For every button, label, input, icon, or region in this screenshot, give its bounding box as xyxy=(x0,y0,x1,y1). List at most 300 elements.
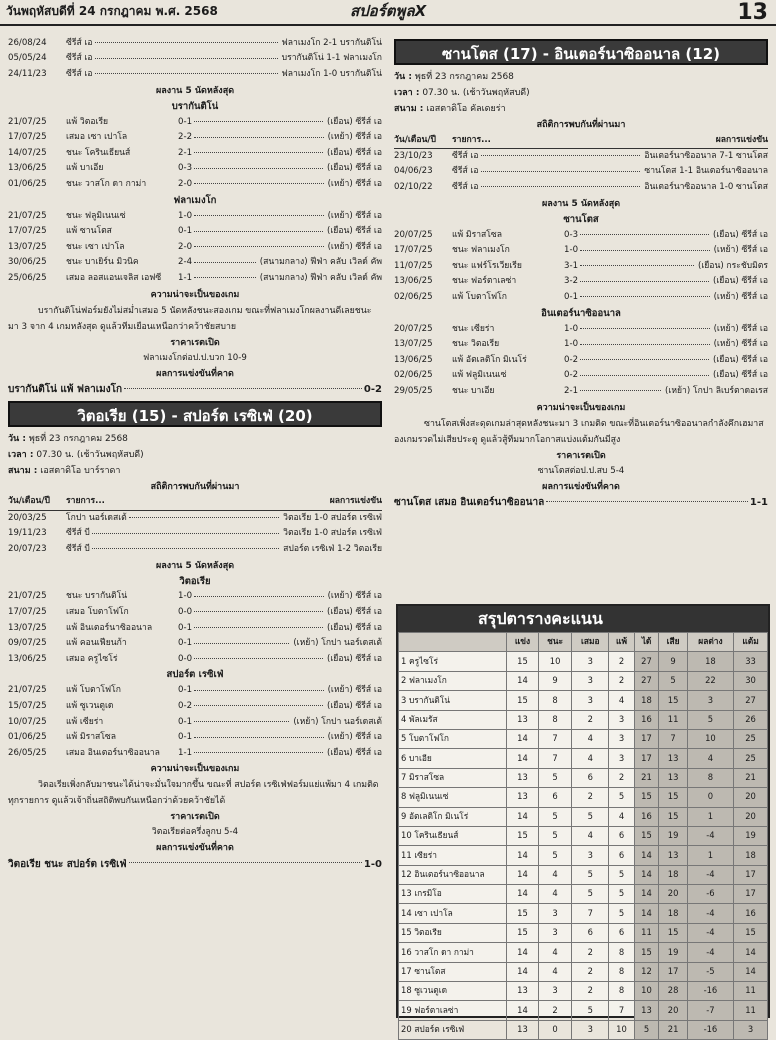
match-competition: (เยือน) ซีรีส์ เอ xyxy=(327,147,382,158)
stat-cell: -4 xyxy=(687,865,733,884)
stat-cell: 13 xyxy=(507,768,539,787)
stat-cell: 15 xyxy=(634,943,659,962)
match-competition: โกปา นอร์เดสเต้ xyxy=(66,512,127,523)
match-competition: (เยือน) ซีรีส์ เอ xyxy=(713,229,768,240)
form-a-list xyxy=(394,228,768,306)
list-item xyxy=(8,115,382,131)
match-opponent: แพ้ โบตาโฟโก xyxy=(66,685,121,696)
stat-cell: 11 xyxy=(734,1001,768,1020)
column-header: เสีย xyxy=(659,633,687,652)
match-score: 0-2 xyxy=(564,370,579,381)
match-date: 17/07/25 xyxy=(8,606,47,617)
match-date: 13/06/25 xyxy=(8,653,47,664)
stat-cell: 4 xyxy=(609,807,634,826)
stat-cell: 14 xyxy=(634,885,659,904)
dot-leader xyxy=(481,186,641,187)
match-date: 20/07/25 xyxy=(394,323,433,334)
left-column xyxy=(8,36,382,872)
stat-cell: 5 xyxy=(659,671,687,690)
match-banner: ซานโตส (17) - อินเตอร์นาซิออนาล (12) xyxy=(394,39,768,65)
list-item xyxy=(8,130,382,146)
stat-cell: 15 xyxy=(734,923,768,942)
match-opponent: ชนะ เซา เปาโล xyxy=(66,241,125,252)
stat-cell: 1 xyxy=(687,846,733,865)
list-item xyxy=(8,730,382,746)
stat-cell: 8 xyxy=(539,710,572,729)
match-opponent: ชนะ วาสโก ดา กาม่า xyxy=(66,179,147,190)
team-name: 13 เกรมิโอ xyxy=(399,885,507,904)
stat-cell: 15 xyxy=(659,807,687,826)
page-header xyxy=(0,0,776,26)
stat-cell: 4 xyxy=(539,943,572,962)
match-result: อินเตอร์นาซิออนาล 1-0 ซานโตส xyxy=(644,182,768,193)
standings-title: สรุปตารางคะแนน xyxy=(398,606,768,632)
list-item xyxy=(8,683,382,699)
table-row xyxy=(399,691,768,710)
stat-cell: 8 xyxy=(539,691,572,710)
match-opponent: แพ้ ซูเวนตูเด xyxy=(66,700,114,711)
stat-cell: 2 xyxy=(539,1001,572,1020)
table-header-row xyxy=(399,633,768,652)
dot-leader xyxy=(194,137,324,138)
match-date: 01/06/25 xyxy=(8,179,47,190)
table-row xyxy=(399,710,768,729)
match-score: 1-0 xyxy=(564,339,579,350)
match-score: 0-3 xyxy=(564,229,579,240)
table-row xyxy=(399,729,768,748)
dot-leader xyxy=(194,705,323,706)
stat-cell: 8 xyxy=(609,962,634,981)
form-title: ผลงาน 5 นัดหลังสุด xyxy=(155,560,235,571)
stat-cell: 26 xyxy=(734,710,768,729)
stat-cell: 18 xyxy=(659,865,687,884)
match-competition: (เยือน) ซีรีส์ เอ xyxy=(327,163,382,174)
match-opponent: เสมอ อินเตอร์นาซิออนาล xyxy=(66,747,160,758)
dot-leader xyxy=(194,721,289,722)
dot-leader xyxy=(92,548,279,549)
match-competition: ซีรีส์ บี xyxy=(66,543,90,554)
stat-cell: 27 xyxy=(734,691,768,710)
odds-value: ฟลาเมงโกต่อป.ป.บวก 10-9 xyxy=(143,352,247,363)
dot-leader xyxy=(194,215,324,216)
stat-cell: 25 xyxy=(734,749,768,768)
stat-cell: 25 xyxy=(734,729,768,748)
prediction-text: บรากันติโน่ แพ้ ฟลาเมงโก xyxy=(8,383,123,395)
match-opponent: ชนะ ฟลาเมงโก xyxy=(452,245,510,256)
predict-title: ผลการแข่งขันที่คาด xyxy=(156,843,234,854)
prediction xyxy=(8,856,382,872)
match-opponent: ชนะ วิตอเรีย xyxy=(452,339,500,350)
list-item xyxy=(8,177,382,193)
stat-cell: 2 xyxy=(572,982,609,1001)
list-item xyxy=(8,542,382,558)
stat-cell: 14 xyxy=(507,885,539,904)
list-item xyxy=(8,605,382,621)
h2h-title: สถิติการพบกันที่ผ่านมา xyxy=(150,481,240,492)
stat-cell: -16 xyxy=(687,982,733,1001)
match-competition: (เหย้า) โกปา ลิเบร์ตาดอเรส xyxy=(665,385,768,396)
stat-cell: 10 xyxy=(634,982,659,1001)
stat-cell: 7 xyxy=(539,729,572,748)
match-score: 1-0 xyxy=(178,591,193,602)
stat-cell: 28 xyxy=(659,982,687,1001)
list-item xyxy=(8,526,382,542)
stat-cell: -7 xyxy=(687,1001,733,1020)
match-score: 0-1 xyxy=(178,685,193,696)
list-item xyxy=(394,228,768,244)
chance-text: วิตอเรียเพิ่งกลับมาชนะได้น่าจะมั่นใจมากขึ้น ขณะที่ สปอร์ต เรซิเฟ่ฟอร์มแย่แพ้มา 4 เกมติดทุกรายการ ดูแล้วเจ้าถิ่นสถิติพบกันเหนือกว่าด้วยคว้าชัยได้ xyxy=(8,780,379,807)
match-date: 02/06/25 xyxy=(394,370,433,381)
stat-cell: 3 xyxy=(539,904,572,923)
stat-cell: 18 xyxy=(634,691,659,710)
list-item xyxy=(394,322,768,338)
match-score: 1-1 xyxy=(178,272,193,283)
stat-cell: 0 xyxy=(539,1020,572,1039)
column-header: ผลต่าง xyxy=(687,633,733,652)
match-score: 0-2 xyxy=(564,354,579,365)
match-score: 3-2 xyxy=(564,276,579,287)
match-date: 17/07/25 xyxy=(394,245,433,256)
team-name: 15 วิตอเรีย xyxy=(399,923,507,942)
stat-cell: 14 xyxy=(734,962,768,981)
match-opponent: ชนะ ฟอร์ตาเลซ่า xyxy=(452,276,517,287)
stat-cell: -4 xyxy=(687,904,733,923)
match-competition: (เหย้า) โกปา นอร์เดสเต้ xyxy=(293,638,382,649)
stat-cell: 7 xyxy=(609,1001,634,1020)
match-date: 13/07/25 xyxy=(8,241,47,252)
stat-cell: 21 xyxy=(659,1020,687,1039)
match-day: วัน : พุธที่ 23 กรกฎาคม 2568 xyxy=(8,433,128,444)
dot-leader xyxy=(194,121,323,122)
h2h-list xyxy=(8,511,382,558)
list-item xyxy=(8,224,382,240)
stat-cell: 5 xyxy=(539,807,572,826)
dot-leader xyxy=(194,277,256,278)
list-item xyxy=(394,275,768,291)
stat-cell: 4 xyxy=(539,885,572,904)
stat-cell: 10 xyxy=(687,729,733,748)
match-competition: ซีรีส์ เอ xyxy=(452,182,479,193)
table-row xyxy=(399,652,768,671)
form-b-list xyxy=(8,683,382,761)
dot-leader xyxy=(194,690,324,691)
match-result: วิตอเรีย 1-0 สปอร์ต เรซิเฟ่ xyxy=(283,528,382,539)
list-item xyxy=(394,353,768,369)
stat-cell: 6 xyxy=(609,826,634,845)
issue-date: วันพฤหัสบดีที่ 24 กรกฎาคม พ.ศ. 2568 xyxy=(6,4,218,18)
column-header: แต้ม xyxy=(734,633,768,652)
stat-cell: 20 xyxy=(659,1001,687,1020)
stat-cell: 5 xyxy=(572,885,609,904)
list-item xyxy=(8,209,382,225)
chance-text: บรากันติโน่ฟอร์มยังไม่สม่ำเสมอ 5 นัดหลังชนะสองเกม ขณะที่ฟลาเมงโกผลงานดีเลยชนะมา 3 จาก 4 เกมหลังสุด ดูแล้วทีมเยือนเหนือกว่าคว้าชัยสบาย xyxy=(8,305,372,332)
match-score: 2-2 xyxy=(178,132,193,143)
match-opponent: เสมอ ครูไซโร่ xyxy=(66,653,118,664)
match-score: 0-1 xyxy=(178,638,193,649)
column-header xyxy=(399,633,507,652)
match-competition: ซีรีส์ เอ xyxy=(66,37,93,48)
match-competition: (เหย้า) ซีรีส์ เอ xyxy=(327,210,382,221)
match-date: 13/06/25 xyxy=(8,163,47,174)
stat-cell: 22 xyxy=(687,671,733,690)
stat-cell: 6 xyxy=(609,923,634,942)
match-competition: (สนามกลาง) ฟีฟ่า คลับ เวิลด์ คัพ xyxy=(259,257,382,268)
team-name: 17 ซานโตส xyxy=(399,962,507,981)
stat-cell: 15 xyxy=(634,826,659,845)
match-date: 23/10/23 xyxy=(394,150,433,161)
chance-text: ซานโตสเพิ่งสะดุดเกมล่าสุดหลังชนะมา 3 เกมติด ขณะที่อินเตอร์นาซิออนาลกำลังคึกเฮมาสองเกมรวดไม่เสียประตู ดูแล้วสู้ทีมมากโอกาสแบ่งแต้มกันมีสูง xyxy=(394,418,764,445)
form-title: ผลงาน 5 นัดหลังสุด xyxy=(541,198,621,209)
stat-cell: 21 xyxy=(634,768,659,787)
dot-leader xyxy=(124,388,362,389)
odds-title: ราคาเรตเปิด xyxy=(170,337,220,348)
form-b-list xyxy=(394,322,768,400)
stat-cell: 6 xyxy=(572,768,609,787)
match-score: 1-1 xyxy=(178,747,193,758)
match-score: 0-1 xyxy=(178,622,193,633)
dot-leader xyxy=(194,246,324,247)
stat-cell: 2 xyxy=(572,710,609,729)
match-date: 10/07/25 xyxy=(8,716,47,727)
stat-cell: 17 xyxy=(634,729,659,748)
stat-cell: 4 xyxy=(572,749,609,768)
table-row xyxy=(399,846,768,865)
dot-leader xyxy=(580,281,709,282)
stat-cell: 9 xyxy=(539,671,572,690)
form-title: ผลงาน 5 นัดหลังสุด xyxy=(155,85,235,96)
h2h-prev-list xyxy=(8,36,382,83)
stat-cell: 2 xyxy=(609,768,634,787)
stat-cell: 11 xyxy=(734,982,768,1001)
match-opponent: แพ้ วิตอเรีย xyxy=(66,116,109,127)
match-competition: ซีรีส์ เอ xyxy=(452,166,479,177)
table-row xyxy=(399,807,768,826)
column-header: เสมอ xyxy=(572,633,609,652)
predict-title: ผลการแข่งขันที่คาด xyxy=(156,368,234,379)
stat-cell: 3 xyxy=(572,1020,609,1039)
stat-cell: 14 xyxy=(507,749,539,768)
match-score: 0-3 xyxy=(178,163,193,174)
table-row xyxy=(399,885,768,904)
match-score: 2-0 xyxy=(178,179,193,190)
stat-cell: 7 xyxy=(572,904,609,923)
dot-leader xyxy=(194,231,323,232)
stat-cell: 5 xyxy=(539,768,572,787)
form-b-list xyxy=(8,209,382,287)
dot-leader xyxy=(95,42,278,43)
stat-cell: 13 xyxy=(507,710,539,729)
match-result: ฟลาเมงโก 1-0 บรากันติโน่ xyxy=(281,69,382,80)
match-time: เวลา : 07.30 น. (เช้าวันพฤหัสบดี) xyxy=(394,88,530,98)
match-competition: (เยือน) ซีรีส์ เอ xyxy=(327,226,382,237)
table-row xyxy=(399,1020,768,1039)
standings-box xyxy=(396,604,770,1035)
team-name: 11 เซียร่า xyxy=(399,846,507,865)
stat-cell: 15 xyxy=(507,923,539,942)
stat-cell: 33 xyxy=(734,652,768,671)
h2h-header: วัน/เดือน/ปี รายการ... ผลการแข่งขัน xyxy=(394,133,768,149)
match-opponent: เสมอ โบตาโฟโก xyxy=(66,606,129,617)
list-item xyxy=(8,699,382,715)
match-opponent: ชนะ โครินเธียนส์ xyxy=(66,147,131,158)
match-result: วิตอเรีย 1-0 สปอร์ต เรซิเฟ่ xyxy=(283,512,382,523)
predict-title: ผลการแข่งขันที่คาด xyxy=(542,481,620,492)
stat-cell: 14 xyxy=(507,865,539,884)
table-row xyxy=(399,768,768,787)
match-competition: (เยือน) ซีรีส์ เอ xyxy=(327,116,382,127)
stat-cell: 3 xyxy=(539,982,572,1001)
stat-cell: 5 xyxy=(609,788,634,807)
match-competition: (เยือน) กระชับมิตร xyxy=(697,260,768,271)
prediction-score: 1-0 xyxy=(363,858,382,870)
odds-title: ราคาเรตเปิด xyxy=(556,450,606,461)
team-a-title: ซานโตส xyxy=(563,213,599,225)
dot-leader xyxy=(194,168,323,169)
match-date: 26/05/25 xyxy=(8,747,47,758)
table-row xyxy=(399,788,768,807)
stat-cell: 2 xyxy=(572,943,609,962)
stat-cell: 13 xyxy=(634,1001,659,1020)
match-result: บรากันติโน่ 1-1 ฟลาเมงโก xyxy=(281,53,382,64)
match-competition: (เหย้า) ซีรีส์ เอ xyxy=(327,179,382,190)
dot-leader xyxy=(580,265,694,266)
dot-leader xyxy=(580,375,709,376)
match-opponent: แพ้ มิราสโซล xyxy=(452,229,503,240)
list-item xyxy=(8,67,382,83)
stat-cell: 3 xyxy=(734,1020,768,1039)
match-date: 24/11/23 xyxy=(8,69,47,80)
match-score: 1-0 xyxy=(178,210,193,221)
h2h-header: วัน/เดือน/ปี รายการ... ผลการแข่งขัน xyxy=(8,495,382,511)
stat-cell: 7 xyxy=(659,729,687,748)
dot-leader xyxy=(580,359,709,360)
list-item xyxy=(8,162,382,178)
dot-leader xyxy=(580,328,710,329)
match-score: 0-0 xyxy=(178,653,193,664)
team-b-title: ฟลาเมงโก xyxy=(173,194,217,206)
team-name: 3 บรากันติโน่ xyxy=(399,691,507,710)
stat-cell: 4 xyxy=(572,729,609,748)
match-date: 05/05/24 xyxy=(8,53,47,64)
stat-cell: 5 xyxy=(572,1001,609,1020)
stat-cell: 20 xyxy=(734,788,768,807)
table-row xyxy=(399,671,768,690)
stat-cell: 16 xyxy=(734,904,768,923)
prediction-text: ซานโตส เสมอ อินเตอร์นาซิออนาล xyxy=(394,496,545,508)
match-score: 0-1 xyxy=(178,732,193,743)
team-name: 8 ฟลูมิเนนเซ่ xyxy=(399,788,507,807)
match-competition: (เหย้า) ซีรีส์ เอ xyxy=(327,732,382,743)
match-score: 2-1 xyxy=(564,385,579,396)
stat-cell: 13 xyxy=(507,1020,539,1039)
match-opponent: แพ้ เซียร่า xyxy=(66,716,104,727)
stat-cell: 8 xyxy=(687,768,733,787)
stat-cell: 3 xyxy=(572,846,609,865)
dot-leader xyxy=(580,344,710,345)
match-opponent: แพ้ อินเตอร์นาซิออนาล xyxy=(66,622,153,633)
stat-cell: 3 xyxy=(609,749,634,768)
h2h-title: สถิติการพบกันที่ผ่านมา xyxy=(536,120,626,130)
dot-leader xyxy=(580,250,710,251)
dot-leader xyxy=(194,643,289,644)
stat-cell: 15 xyxy=(659,923,687,942)
stat-cell: 12 xyxy=(634,962,659,981)
stat-cell: 5 xyxy=(572,865,609,884)
match-opponent: แพ้ บาเอีย xyxy=(66,163,104,174)
brand-logo: สปอร์ตพูลX xyxy=(350,2,427,20)
stat-cell: 5 xyxy=(609,904,634,923)
match-competition: (เยือน) ซีรีส์ เอ xyxy=(327,606,382,617)
match-score: 0-1 xyxy=(564,292,579,303)
team-name: 4 พัลเมรัส xyxy=(399,710,507,729)
team-name: 1 ครูไซโร่ xyxy=(399,652,507,671)
dot-leader xyxy=(580,390,661,391)
stat-cell: 13 xyxy=(659,768,687,787)
stat-cell: 8 xyxy=(609,943,634,962)
match-opponent: ชนะ ฟลูมิเนนเซ่ xyxy=(66,210,126,221)
stat-cell: 15 xyxy=(507,826,539,845)
match-score: 1-0 xyxy=(564,323,579,334)
list-item xyxy=(8,511,382,527)
match-date: 17/07/25 xyxy=(8,226,47,237)
stat-cell: 9 xyxy=(659,652,687,671)
stat-cell: 3 xyxy=(572,671,609,690)
stat-cell: 13 xyxy=(659,846,687,865)
stat-cell: 14 xyxy=(507,671,539,690)
match-competition: ซีรีส์ บี xyxy=(66,528,90,539)
match-date: 13/07/25 xyxy=(394,339,433,350)
match-date: 21/07/25 xyxy=(8,210,47,221)
stat-cell: 11 xyxy=(659,710,687,729)
list-item xyxy=(394,290,768,306)
standings-table xyxy=(398,632,768,1040)
dot-leader xyxy=(194,262,256,263)
match-competition: (เหย้า) ซีรีส์ เอ xyxy=(327,591,382,602)
match-opponent: แพ้ โบตาโฟโก xyxy=(452,292,507,303)
stat-cell: 15 xyxy=(659,691,687,710)
list-item xyxy=(394,337,768,353)
match-score: 0-2 xyxy=(178,700,193,711)
match-competition: (เยือน) ซีรีส์ เอ xyxy=(327,653,382,664)
stat-cell: 18 xyxy=(659,904,687,923)
team-a-title: วิตอเรีย xyxy=(179,575,211,587)
match-competition: (เยือน) ซีรีส์ เอ xyxy=(327,622,382,633)
match-score: 2-1 xyxy=(178,147,193,158)
team-name: 12 อินเตอร์นาซิออนาล xyxy=(399,865,507,884)
match-date: 13/06/25 xyxy=(394,276,433,287)
stat-cell: 2 xyxy=(572,788,609,807)
page-number: 13 xyxy=(737,0,768,25)
stat-cell: 14 xyxy=(634,846,659,865)
match-competition: (สนามกลาง) ฟีฟ่า คลับ เวิลด์ คัพ xyxy=(259,272,382,283)
form-a-list xyxy=(8,590,382,668)
list-item xyxy=(8,590,382,606)
column-header: ได้ xyxy=(634,633,659,652)
team-name: 5 โบตาโฟโก xyxy=(399,729,507,748)
dot-leader xyxy=(580,234,709,235)
match-competition: (เหย้า) ซีรีส์ เอ xyxy=(713,292,768,303)
stat-cell: 14 xyxy=(634,865,659,884)
match-opponent: แพ้ คอนเฟียนก้า xyxy=(66,638,127,649)
list-item xyxy=(8,636,382,652)
match-score: 2-0 xyxy=(178,241,193,252)
stat-cell: 7 xyxy=(539,749,572,768)
chance-title: ความน่าจะเป็นของเกม xyxy=(150,764,240,775)
stat-cell: 13 xyxy=(659,749,687,768)
prediction-text: วิตอเรีย ชนะ สปอร์ต เรซิเฟ่ xyxy=(8,858,127,870)
stat-cell: 4 xyxy=(539,962,572,981)
stat-cell: 5 xyxy=(539,826,572,845)
